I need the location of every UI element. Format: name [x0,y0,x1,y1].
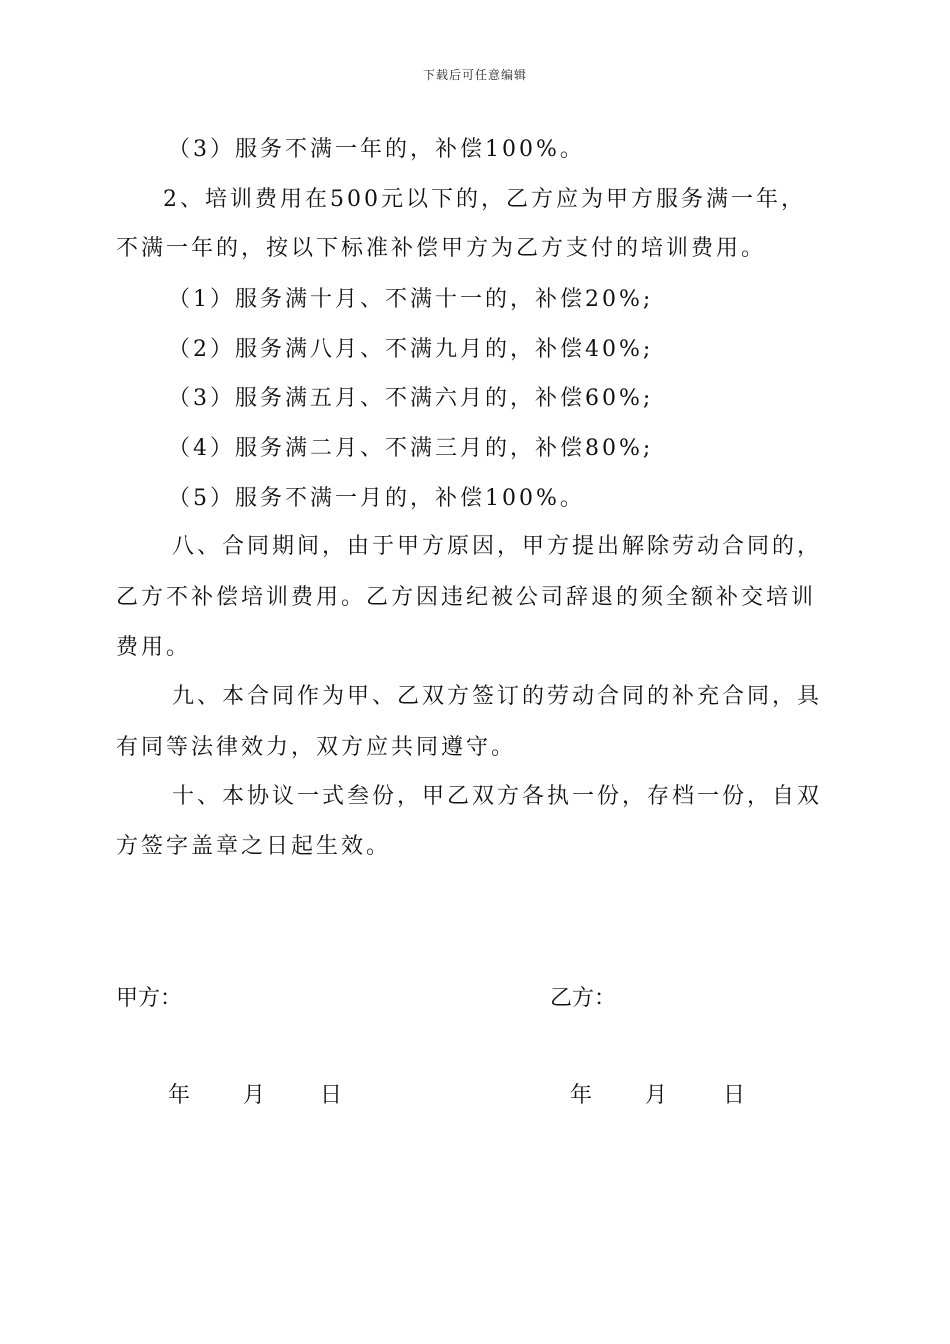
clause-line: （3）服务不满一年的，补偿100%。 [168,137,585,162]
clause-line: 方签字盖章之日起生效。 [116,834,392,859]
clause-line: 费用。 [116,635,192,660]
clause-line: 八、合同期间，由于甲方原因，甲方提出解除劳动合同的， [172,534,823,559]
clause-line: （3）服务满五月、不满六月的，补偿60%; [168,386,654,411]
party-a-month: 月 [243,1083,266,1108]
clause-line: 有同等法律效力，双方应共同遵守。 [116,735,517,760]
party-a-day: 日 [320,1083,343,1108]
party-b-label: 乙方： [550,986,617,1011]
clause-line: 九、本合同作为甲、乙双方签订的劳动合同的补充合同，具 [172,684,823,709]
clause-line: 十、本协议一式叁份，甲乙双方各执一份，存档一份，自双 [172,784,823,809]
party-b-day: 日 [723,1083,746,1108]
party-a-label: 甲方： [116,986,183,1011]
clause-line: 乙方不补偿培训费用。乙方因违纪被公司辞退的须全额补交培训 [116,585,817,610]
clause-line: （1）服务满十月、不满十一的，补偿20%; [168,287,654,312]
clause-line: 2、培训费用在500元以下的，乙方应为甲方服务满一年， [163,187,806,212]
clause-line: 不满一年的，按以下标准补偿甲方为乙方支付的培训费用。 [116,236,767,261]
clause-line: （2）服务满八月、不满九月的，补偿40%; [168,337,654,362]
party-b-year: 年 [570,1083,593,1108]
header-note: 下载后可任意编辑 [422,68,527,82]
party-b-month: 月 [645,1083,668,1108]
clause-line: （5）服务不满一月的，补偿100%。 [168,486,585,511]
party-a-year: 年 [168,1083,191,1108]
clause-line: （4）服务满二月、不满三月的，补偿80%; [168,436,654,461]
